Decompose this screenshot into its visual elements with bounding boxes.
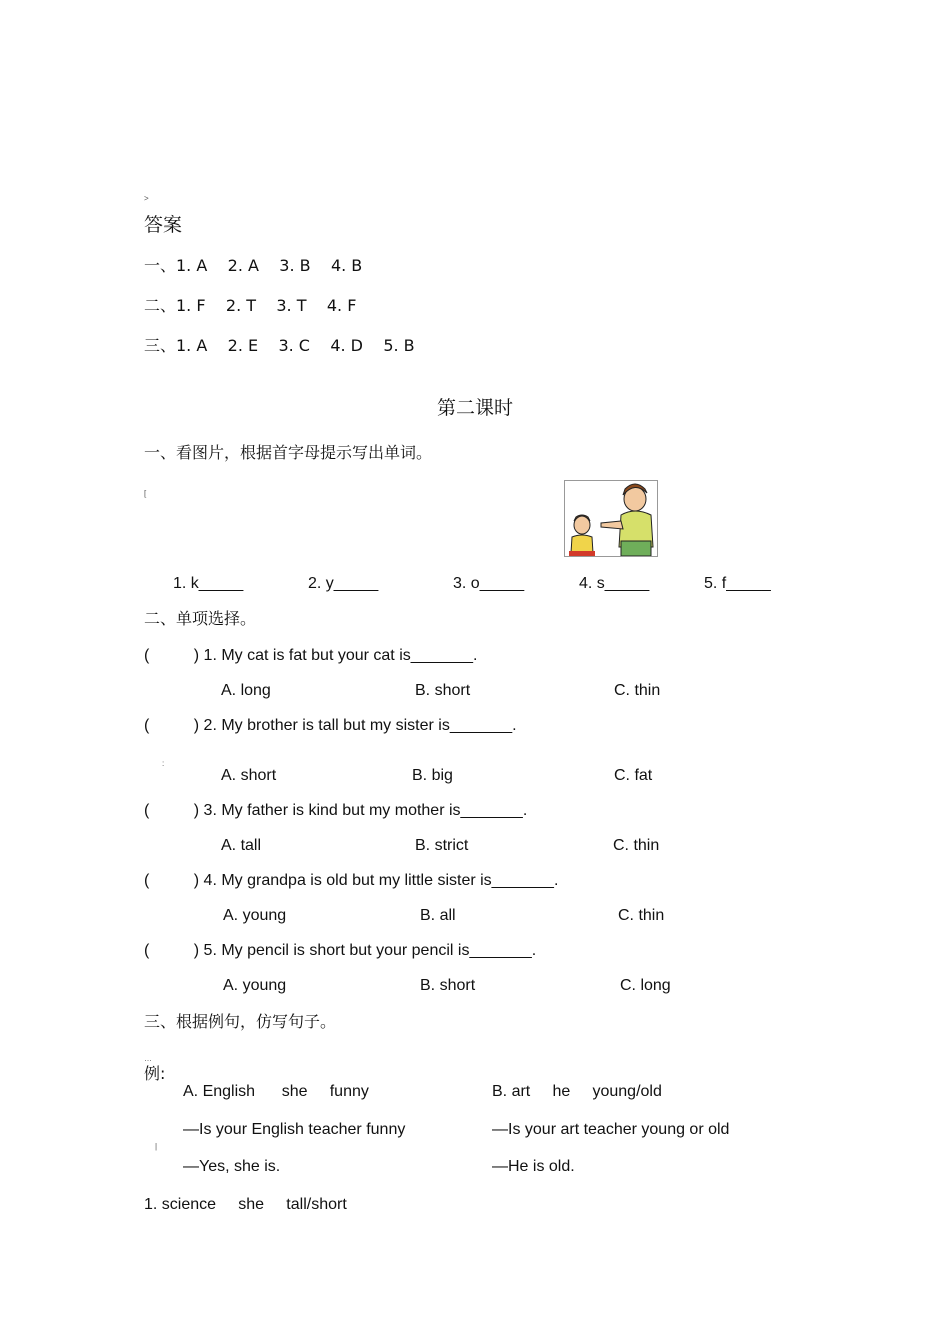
example-b-prompt: B. art he young/old [492,1083,662,1100]
question-5: ( ) 5. My pencil is short but your pencil is_______. [144,942,537,959]
exercise-3-item-1: 1. science she tall/short [144,1196,347,1213]
q3-option-a: A. tall [221,837,262,854]
q1-option-c: C. thin [614,682,661,699]
lesson-title: 第二课时 [436,397,513,419]
q4-option-b: B. all [420,907,456,924]
stray-mark: > [144,194,149,203]
q5-option-b: B. short [420,977,476,994]
stray-mark-4: … [144,1054,152,1063]
q2-option-c: C. fat [614,767,653,784]
q3-option-b: B. strict [415,837,469,854]
word-blank-2: 2. y_____ [308,575,379,592]
example-a-question: —Is your English teacher funny [183,1121,406,1138]
example-a-prompt: A. English she funny [183,1083,369,1100]
q5-option-c: C. long [620,977,671,994]
answers-line-1: 一、1. A 2. A 3. B 4. B [144,256,363,275]
stray-mark-2: [ [144,489,147,498]
question-4: ( ) 4. My grandpa is old but my little sister is_______. [144,872,559,889]
q5-option-a: A. young [223,977,287,994]
word-blank-3: 3. o_____ [453,575,525,592]
section1-heading: 一、看图片，根据首字母提示写出单词。 [144,443,433,462]
example-b-question: —Is your art teacher young or old [492,1121,730,1138]
stray-mark-5: | [155,1142,158,1151]
q2-option-a: A. short [221,767,277,784]
answers-line-3: 三、1. A 2. E 3. C 4. D 5. B [144,336,415,355]
question-2: ( ) 2. My brother is tall but my sister is_______. [144,717,517,734]
word-blank-4: 4. s_____ [579,575,650,592]
q4-option-a: A. young [223,907,287,924]
answers-title: 答案 [144,214,183,236]
q1-option-a: A. long [221,682,271,699]
question-1: ( ) 1. My cat is fat but your cat is_______. [144,647,478,664]
example-a-answer: —Yes, she is. [183,1158,281,1175]
example-b-answer: —He is old. [492,1158,575,1175]
answers-line-2: 二、1. F 2. T 3. T 4. F [144,296,357,315]
question-3: ( ) 3. My father is kind but my mother is_______. [144,802,528,819]
q1-option-b: B. short [415,682,471,699]
q2-option-b: B. big [412,767,453,784]
section2-heading: 二、单项选择。 [144,609,257,628]
q3-option-c: C. thin [613,837,660,854]
section3-heading: 三、根据例句，仿写句子。 [144,1012,337,1031]
teacher-student-illustration [564,480,658,557]
word-blank-5: 5. f_____ [704,575,771,592]
example-label: 例: [144,1064,166,1083]
q4-option-c: C. thin [618,907,665,924]
stray-mark-3: : [162,759,165,768]
word-blank-1: 1. k_____ [173,575,244,592]
